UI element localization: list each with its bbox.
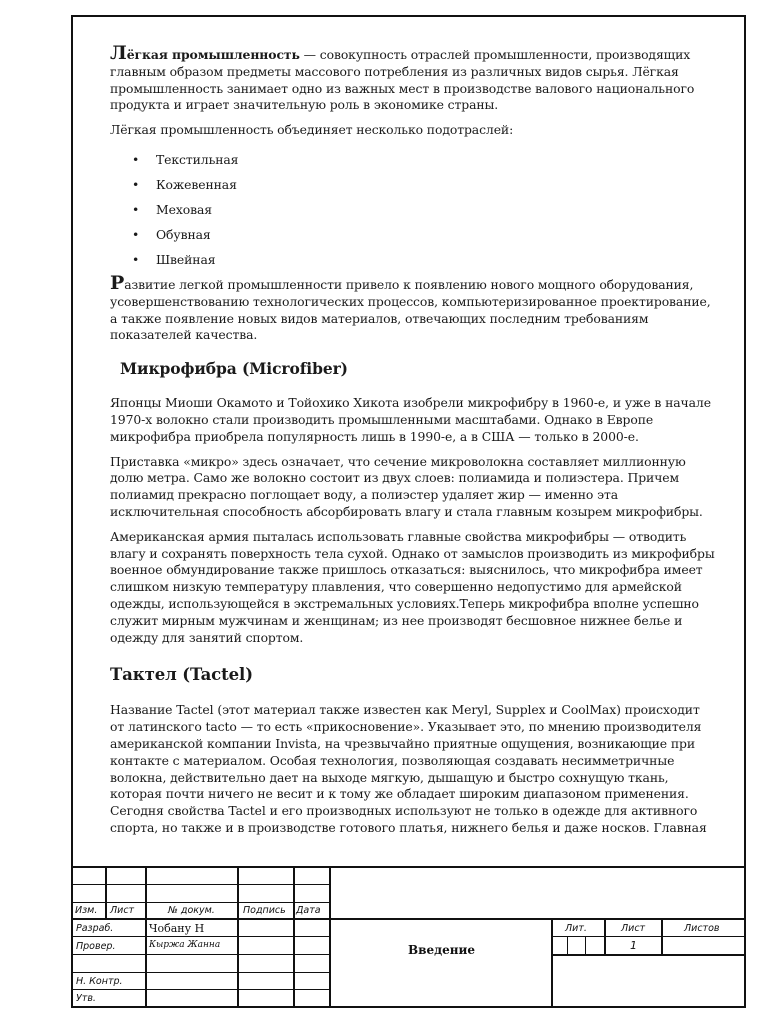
development-dropcap: Р bbox=[110, 271, 125, 294]
col-date-label: Дата bbox=[296, 905, 321, 916]
list-item: • Текстильная bbox=[132, 147, 715, 172]
row-prover-label: Провер. bbox=[76, 941, 116, 952]
sheet-label: Лист bbox=[621, 923, 646, 934]
subsectors-list bbox=[110, 147, 715, 272]
lit-label: Лит. bbox=[565, 923, 587, 934]
sheets-label: Листов bbox=[684, 923, 720, 934]
razrab-name: Чобану Н bbox=[149, 922, 205, 935]
list-item: • Меховая bbox=[132, 197, 715, 222]
development-paragraph bbox=[110, 271, 715, 344]
microfiber-paragraph-2: Приставка «микро» здесь означает, что сечение микроволокна составляет миллионную долю метра. Само же волокно состоит из двух слоев: полиамида и полиэстера. Причем полиамид прекрасно поглощает воду, а полиэстер удаляет жир — именно эта исключительная способность абсорбировать влагу и стала главным козырем микрофибры. bbox=[110, 453, 703, 519]
sheet-number: 1 bbox=[630, 939, 637, 952]
subsectors-intro: Лёгкая промышленность объединяет несколько подотраслей: bbox=[110, 122, 514, 138]
microfiber-paragraph-3: Американская армия пыталась использовать главные свойства микрофибры — отводить влагу и сохранять поверхность тела сухой. Однако от замыслов производить из микрофибры военное обмундирование также пришлось отказаться: выяснилось, что микрофибра имеет слишком низкую температуру плавления, что совершенно недопустимо для армейской одежды, использующейся в экстремальных условиях.Теперь микрофибра вполне успешно служит мирным мужчинам и женщинам; из нее производят бесшовное нижнее белье и одежду для занятий спортом. bbox=[110, 528, 715, 645]
col-sign-label: Подпись bbox=[243, 905, 286, 916]
microfiber-heading: Микрофибра (Microfiber) bbox=[120, 359, 348, 379]
intro-text: — совокупность отраслей промышленности, производящих главным образом предметы массового потребления из различных видов сырья. Лёгкая промышленность занимает одно из важных мест в производстве валового национального продукта и играет значительную роль в экономике страны. bbox=[110, 47, 695, 113]
tactel-paragraph-1: Название Tactel (этот материал также известен как Meryl, Supplex и CoolMax) происходит от латинского tacto — то есть «прикосновение». Указывает это, по мнению производителя американской компании Invista, на чрезвычайно приятные ощущения, возникающие при контакте с материалом. Особая технология, позволяющая создавать несимметричные волокна, действительно дает на выходе мягкую, дышащую и быстро сохнущую ткань, которая почти ничего не весит и к тому же обладает широким диапазоном применения. Сегодня свойства Tactel и его производных используют не только в одежде для активного спорта, но также и в производстве готового платья, нижнего белья и даже носков. Главная bbox=[110, 702, 707, 835]
development-text: азвитие легкой промышленности привело к появлению нового мощного оборудования, усовершенствованию технологических процессов, компьютеризированное проектирование, а также появление новых видов материалов, отвечающих последним требованиям показателей качества. bbox=[110, 276, 711, 343]
document-body bbox=[110, 42, 715, 845]
tactel-heading: Тактел (Tactel) bbox=[110, 665, 253, 685]
intro-term: ёгкая промышленность bbox=[126, 47, 300, 62]
prover-name: Кыржа Жанна bbox=[149, 940, 221, 950]
row-razrab-label: Разраб. bbox=[76, 923, 114, 934]
col-izm-label: Изм. bbox=[75, 905, 98, 916]
row-nkontr-label: Н. Контр. bbox=[76, 976, 123, 987]
col-doc-label: № докум. bbox=[168, 905, 215, 916]
microfiber-paragraph-1: Японцы Миоши Окамото и Тойохико Хикота изобрели микрофибру в 1960-е, и уже в начале 1970-х волокно стали производить промышленными масштабами. Однако в Европе микрофибра приобрела популярность лишь в 1990-е, а в США — только в 2000-е. bbox=[110, 395, 711, 444]
intro-paragraph bbox=[110, 42, 715, 114]
list-item: • Обувная bbox=[132, 222, 715, 247]
intro-dropcap: Л bbox=[110, 42, 127, 64]
list-item: • Швейная bbox=[132, 247, 715, 272]
col-list-label: Лист bbox=[110, 905, 135, 916]
document-title: Введение bbox=[408, 943, 476, 957]
row-utv-label: Утв. bbox=[76, 993, 96, 1004]
list-item: • Кожевенная bbox=[132, 172, 715, 197]
